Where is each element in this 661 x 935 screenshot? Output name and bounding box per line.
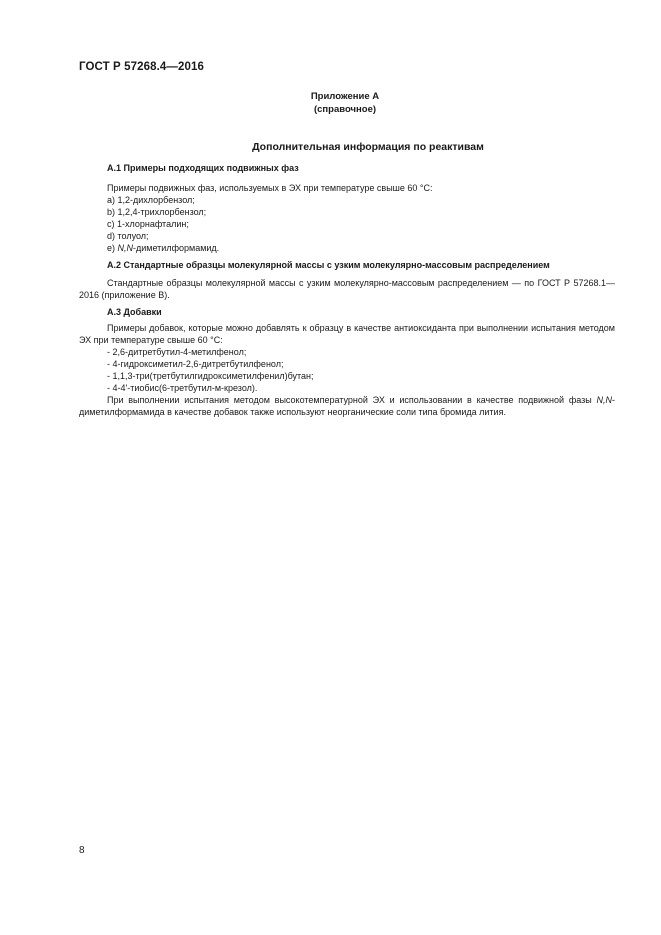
main-heading: Дополнительная информация по реактивам: [252, 141, 484, 153]
list-item: - 1,1,3-три(третбутилгидроксиметилфенил)бутан;: [107, 371, 314, 381]
list-item: с) 1-хлорнафталин;: [107, 219, 189, 229]
section-a2-text: Стандартные образцы молекулярной массы с узким молекулярно-массовым распределением — по ГОСТ Р 57268.1—2016 (приложение В).: [79, 278, 615, 300]
list-item-prefix: e): [107, 243, 118, 253]
section-a1-heading: А.1 Примеры подходящих подвижных фаз: [107, 163, 299, 173]
list-item: а) 1,2-дихлорбензол;: [107, 195, 195, 205]
outro-italic: N,N: [596, 395, 612, 405]
section-a3-heading: А.3 Добавки: [107, 307, 162, 317]
annex-title: Приложение А: [310, 91, 380, 102]
list-item: - 4-4'-тиобис(6-третбутил-м-крезол).: [107, 383, 258, 393]
list-item-italic: N,N: [117, 243, 134, 253]
list-item: b) 1,2,4-трихлорбензол;: [107, 207, 207, 217]
list-item-suffix: -диметилформамид.: [133, 243, 220, 253]
annex-subtitle: (справочное): [313, 104, 377, 115]
outro-text-part2: -диметилформамида в качестве добавок также используют неорганические соли типа бромида лития.: [79, 395, 615, 417]
section-a1-intro: Примеры подвижных фаз, используемых в ЭХ при температуре свыше 60 °С:: [107, 183, 433, 193]
list-item: [107, 242, 219, 254]
section-a3-intro: Примеры добавок, которые можно добавлять к образцу в качестве антиоксиданта при выполнении испытания методом ЭХ при температуре свыше 60 °С:: [79, 323, 615, 345]
section-a2-heading: А.2 Стандартные образцы молекулярной массы с узким молекулярно-массовым распределением: [107, 260, 550, 270]
outro-text-part1: При выполнении испытания методом высокотемпературной ЭХ и использовании в качестве подвижной фазы: [107, 395, 597, 405]
document-code: ГОСТ Р 57268.4—2016: [79, 61, 204, 73]
page-number: 8: [79, 845, 85, 856]
list-item: - 2,6-дитретбутил-4-метилфенол;: [107, 347, 247, 357]
list-item: d) толуол;: [107, 231, 149, 241]
list-item: - 4-гидроксиметил-2,6-дитретбутилфенол;: [107, 359, 284, 369]
section-a3-outro: [79, 394, 615, 418]
